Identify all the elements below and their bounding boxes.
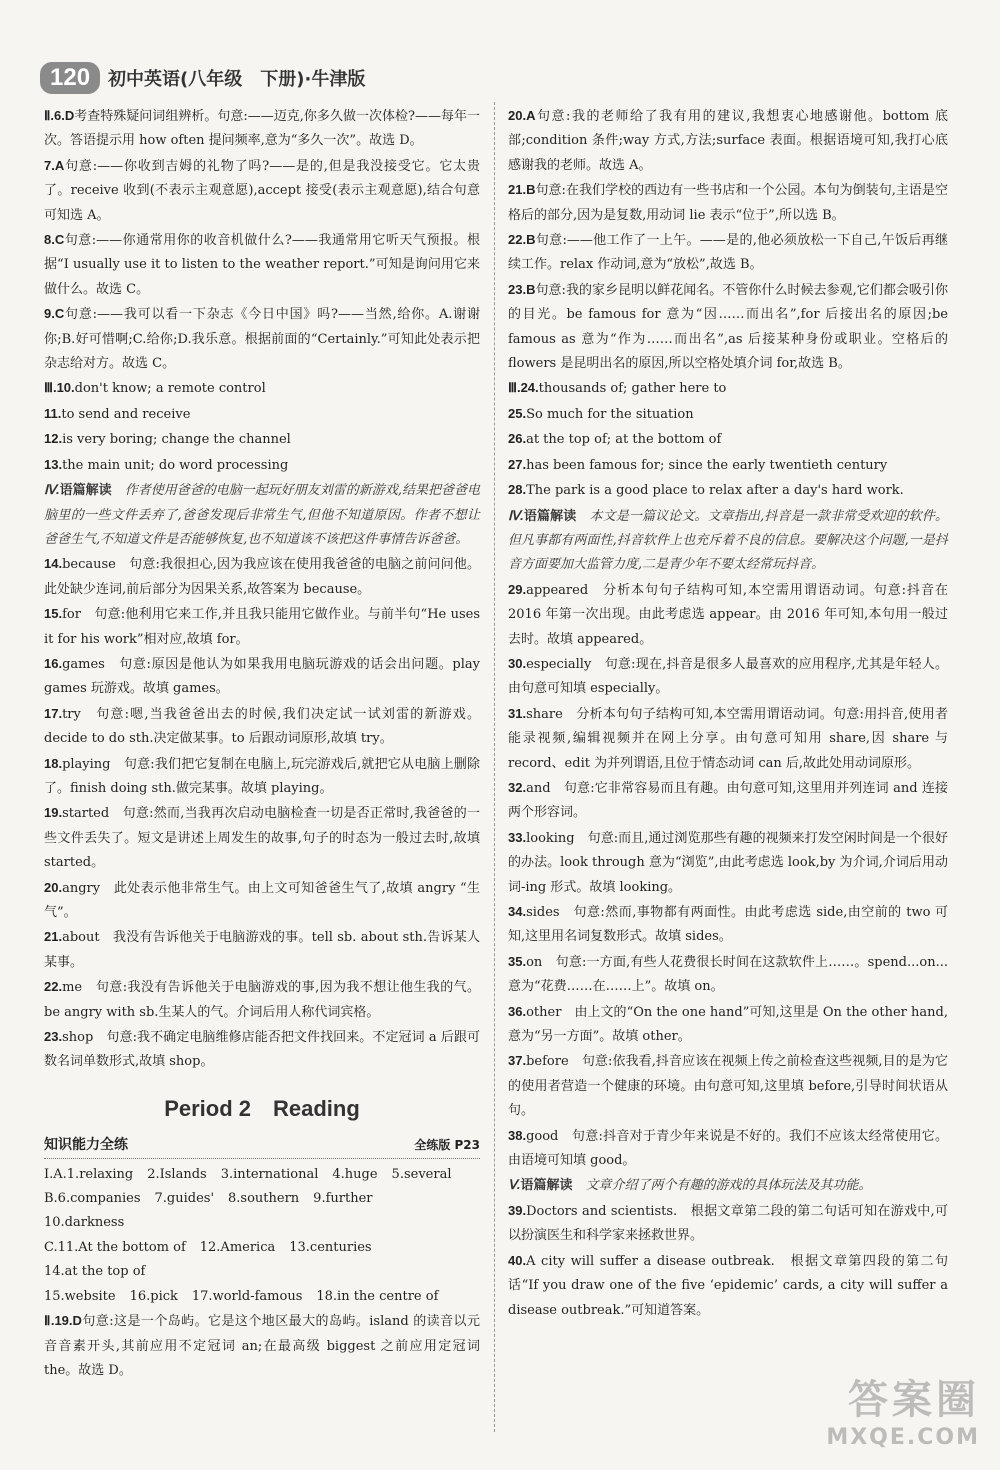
answer-number: 26. xyxy=(508,431,527,447)
answer-item: 13.centuries xyxy=(289,1239,372,1255)
answer-entry xyxy=(508,402,948,427)
answer-item: C.11.At the bottom of xyxy=(44,1239,186,1255)
answer-entry xyxy=(44,876,480,926)
answer-text: 句意:——你通常用你的收音机做什么?——我通常用它听天气预报。根据“I usually use it to listen to the weather report.”可知是询问用它来做什么。故选 C。 xyxy=(44,233,480,297)
answer-text: is very boring; change the channel xyxy=(62,432,291,448)
section-header xyxy=(44,1133,480,1158)
answer-entry xyxy=(44,1309,480,1383)
answer-number: 19. xyxy=(44,805,63,821)
answer-text: on 句意:一方面,有些人花费很长时间在这款软件上……。spend...on...意为“花费……在……上”。故填 on。 xyxy=(508,954,948,995)
answer-number: 12. xyxy=(44,431,63,447)
answer-number: 34. xyxy=(508,904,527,919)
answer-number: 16. xyxy=(44,655,63,671)
answer-number: 25. xyxy=(508,405,527,421)
answer-text: other 由上文的“On the one hand”可知,这里是 On the other hand,意为“另一方面”。故填 other。 xyxy=(508,1004,948,1045)
answer-entry xyxy=(508,376,948,401)
analysis-tag: 语篇解读 xyxy=(523,508,577,524)
answer-text: for 句意:他利用它来工作,并且我只能用它做作业。与前半句“He uses it for his work”相对应,故填 for。 xyxy=(44,607,480,647)
answer-text: 文章介绍了两个有趣的游戏的具体玩法及其功能。 xyxy=(585,1178,872,1194)
answer-number: 40. xyxy=(508,1252,527,1268)
book-title: 初中英语(八年级 下册)·牛津版 xyxy=(108,69,366,90)
watermark-url: MXQE.COM xyxy=(826,1425,980,1450)
period-title: Period 2 Reading xyxy=(164,1095,360,1121)
answer-item: 12.America xyxy=(199,1239,276,1255)
answer-number: 9.C xyxy=(44,306,65,322)
answer-entry xyxy=(508,427,948,452)
answer-entry xyxy=(508,1199,948,1249)
answer-number: 39. xyxy=(508,1202,527,1218)
section-name: 知识能力全练 xyxy=(44,1137,128,1154)
answer-number: 23.B xyxy=(508,281,536,297)
answer-entry xyxy=(508,652,948,702)
answer-item: 5.several xyxy=(391,1166,452,1182)
passage-analysis xyxy=(44,478,480,552)
answer-number: 20.A xyxy=(508,108,536,123)
answer-text: appeared 分析本句句子结构可知,本空需用谓语动词。句意:抖音在 2016 年第一次出现。由此考虑选 appear。由 2016 年可知,本句用一般过去时。故填 appeared。 xyxy=(508,582,948,647)
answer-number: Ⅱ.6.D xyxy=(44,108,75,123)
answer-text: 句意:——他工作了一上午。——是的,他必须放松一下自己,午饭后再继续工作。relax 作动词,意为“放松”,故选 B。 xyxy=(508,233,948,273)
page-header xyxy=(40,58,365,98)
answer-number: 33. xyxy=(508,829,527,845)
answer-entry xyxy=(508,1000,948,1050)
page-number: 120 xyxy=(40,62,100,94)
answer-text: me 句意:我没有告诉他关于电脑游戏的事,因为我不想让他生我的气。be angry with sb.生某人的气。介词后用人称代词宾格。 xyxy=(44,980,480,1020)
answer-number: 30. xyxy=(508,655,527,671)
answer-text: don't know; a remote control xyxy=(74,381,266,397)
answer-number: 7.A xyxy=(44,157,65,173)
answer-text: because 句意:我很担心,因为我应该在使用我爸爸的电脑之前问问他。此处缺少连词,前后部分为因果关系,故答案为 because。 xyxy=(44,557,480,597)
answer-entry xyxy=(44,402,480,427)
answer-item: 4.huge xyxy=(332,1166,378,1182)
answer-text: thousands of; gather here to xyxy=(538,381,727,397)
answer-number: 23. xyxy=(44,1029,63,1045)
answer-entry xyxy=(44,453,480,478)
answer-number: 31. xyxy=(508,705,527,721)
answer-number: 15. xyxy=(44,606,63,622)
answer-text: 作者使用爸爸的电脑一起玩好朋友刘雷的新游戏,结果把爸爸电脑里的一些文件丢弃了,爸爸发现后非常生气,但他不知道原因。作者不想让爸爸生气,不知道文件是否能够恢复,也不知道该不该把这件事情告诉爸爸。 xyxy=(44,483,480,547)
right-column xyxy=(508,104,948,1323)
answer-number: 22.B xyxy=(508,232,536,248)
answer-entry xyxy=(44,154,480,228)
answer-text: 本文是一篇议论文。文章指出,抖音是一款非常受欢迎的软件。但凡事都有两面性,抖音软件上也充斥着不良的信息。要解决这个问题,一是抖音方面要加大监管力度,二是青少年不要太经常玩抖音。 xyxy=(508,508,948,573)
answer-entry xyxy=(44,975,480,1025)
answer-text: 句意:在我们学校的西边有一些书店和一个公园。本句为倒装句,主语是空格后的部分,因为是复数,用动词 lie 表示“位于”,所以选 B。 xyxy=(508,183,948,223)
answer-entry xyxy=(44,1025,480,1075)
passage-analysis xyxy=(508,1173,948,1198)
passage-analysis xyxy=(508,504,948,578)
answer-entry xyxy=(44,925,480,975)
answer-text: about 我没有告诉他关于电脑游戏的事。tell sb. about sth.告诉某人某事。 xyxy=(44,930,480,970)
answer-entry xyxy=(508,826,948,900)
answer-number: 36. xyxy=(508,1003,527,1019)
answer-entry xyxy=(508,900,948,950)
answer-text: before 句意:依我看,抖音应该在视频上传之前检查这些视频,目的是为它的使用者营造一个健康的环境。由句意可知,这里填 before,引导时间状语从句。 xyxy=(508,1054,948,1119)
answer-text: 句意:我的家乡昆明以鲜花闻名。不管你什么时候去参观,它们都会吸引你的目光。be famous for 意为“因……而出名”,for 后接出名的原因;be famous as 意为“作为……而出名”,as 后接某种身份或职业。空格后的 flowers 是昆明出名的原因,所以空格处填介词 for,故选 B。 xyxy=(508,282,948,372)
answer-number: Ⅲ.10. xyxy=(44,380,75,396)
answer-number: Ⅳ. xyxy=(44,482,60,498)
answer-text: started 句意:然而,当我再次启动电脑检查一切是否正常时,我爸爸的一些文件丢失了。短文是讲述上周发生的故事,句子的时态为一般过去时,故填 started。 xyxy=(44,806,480,871)
answer-entry xyxy=(508,950,948,1000)
answer-number: Ⅴ. xyxy=(508,1177,521,1193)
answer-item: 8.southern xyxy=(228,1191,300,1207)
answer-entry xyxy=(508,178,948,228)
answer-item: 15.website xyxy=(44,1288,116,1304)
answer-row xyxy=(44,1163,480,1187)
answer-entry xyxy=(44,427,480,452)
answer-number: 28. xyxy=(508,482,527,498)
answer-number: Ⅳ. xyxy=(508,507,524,523)
answer-item: 2.Islands xyxy=(147,1166,207,1182)
answer-text: and 句意:它非常容易而且有趣。由句意可知,这里用并列连词 and 连接两个形容词。 xyxy=(508,780,948,821)
answer-entry xyxy=(44,652,480,702)
answer-entry xyxy=(508,453,948,478)
analysis-tag: 语篇解读 xyxy=(520,1178,573,1194)
answer-entry xyxy=(44,376,480,401)
answer-row xyxy=(44,1285,480,1309)
answer-number: 11. xyxy=(44,405,62,421)
answer-entry xyxy=(44,552,480,602)
answer-text: at the top of; at the bottom of xyxy=(526,432,722,448)
watermark-logo: 答案圈 xyxy=(848,1377,980,1423)
answer-text: angry 此处表示他非常生气。由上文可知爸爸生气了,故填 angry “生气”。 xyxy=(44,880,480,920)
column-divider xyxy=(494,102,495,1432)
answer-entry xyxy=(44,801,480,875)
answer-entry xyxy=(44,602,480,652)
answer-entry xyxy=(508,776,948,826)
answer-text: A city will suffer a disease outbreak. 根据文章第四段的第二句话“If you draw one of the five ‘epidemic’ cards, a city will suffer a disease outbreak.”可知道答案。 xyxy=(508,1253,948,1318)
answer-text: games 句意:原因是他认为如果我用电脑玩游戏的话会出问题。play games 玩游戏。故填 games。 xyxy=(44,656,480,697)
answer-text: share 分析本句句子结构可知,本空需用谓语动词。句意:用抖音,使用者能录视频,编辑视频并在网上分享。由句意可知用 share,因 share 与 record、edit 为并列谓语,且位于情态动词 can 后,故此处用动词原形。 xyxy=(508,706,948,771)
section-page-ref: 全练版 P23 xyxy=(414,1138,480,1153)
answer-row xyxy=(44,1236,480,1285)
answer-entry xyxy=(44,228,480,302)
answer-text: 句意:——我可以看一下杂志《今日中国》吗?——当然,给你。A.谢谢你;B.好可惜啊;C.给你;D.我乐意。根据前面的“Certainly.”可知此处表示把杂志给对方。故选 C。 xyxy=(44,307,480,372)
answer-entry xyxy=(508,478,948,503)
answer-item: B.6.companies xyxy=(44,1191,141,1207)
answer-number: 32. xyxy=(508,779,527,795)
answer-text: 考查特殊疑问词组辨析。句意:——迈克,你多久做一次体检?——每年一次。答语提示用 how often 提问频率,意为“多久一次”。故选 D。 xyxy=(44,109,480,149)
answer-entry xyxy=(508,1249,948,1323)
answer-number: 20. xyxy=(44,879,63,895)
answer-item: 7.guides' xyxy=(154,1191,215,1207)
answer-number: Ⅲ.24. xyxy=(508,380,539,396)
answer-entry xyxy=(508,1124,948,1174)
answer-text: looking 句意:而且,通过浏览那些有趣的视频来打发空闲时间是一个很好的办法。look through 意为“浏览”,由此考虑选 look,by 为介词,介词后用动词-ing 形式。故填 looking。 xyxy=(508,830,948,895)
answer-text: 句意:我的老师给了我有用的建议,我想衷心地感谢他。bottom 底部;condition 条件;way 方式,方法;surface 表面。根据语境可知,我打心底感谢我的老师。故选 A。 xyxy=(508,109,948,173)
answer-row xyxy=(44,1187,480,1236)
answer-number: 37. xyxy=(508,1053,527,1069)
answer-number: 8.C xyxy=(44,232,65,248)
answer-text: has been famous for; since the early twentieth century xyxy=(526,457,888,473)
answer-text: try 句意:嗯,当我爸爸出去的时候,我们决定试一试刘雷的新游戏。decide to do sth.决定做某事。to 后跟动词原形,故填 try。 xyxy=(44,706,480,747)
answer-text: 句意:——你收到吉姆的礼物了吗?——是的,但是我没接受它。它太贵了。receive 收到(不表示主观意愿),accept 接受(表示主观意愿),结合句意可知选 A。 xyxy=(44,158,480,223)
answer-text: Doctors and scientists. 根据文章第二段的第二句话可知在游戏中,可以扮演医生和科学家来拯救世界。 xyxy=(508,1203,948,1244)
answer-text: to send and receive xyxy=(61,406,191,422)
answer-number: 21.B xyxy=(508,182,536,198)
answer-text: 句意:这是一个岛屿。它是这个地区最大的岛屿。island 的读音以元音音素开头,其前应用不定冠词 an;在最高级 biggest 之前应用定冠词 the。故选 D。 xyxy=(44,1314,480,1378)
answer-number: 22. xyxy=(44,979,63,995)
answer-text: good 句意:抖音对于青少年来说是不好的。我们不应该太经常使用它。由语境可知填 good。 xyxy=(508,1128,948,1169)
answer-entry xyxy=(508,702,948,776)
answer-entry xyxy=(508,228,948,278)
analysis-tag: 语篇解读 xyxy=(59,483,112,499)
answer-item: 17.world-famous xyxy=(191,1288,303,1304)
answer-text: especially 句意:现在,抖音是很多人最喜欢的应用程序,尤其是年轻人。由句意可知填 especially。 xyxy=(508,656,948,697)
watermark xyxy=(826,1368,980,1450)
answer-item: Ⅰ.A.1.relaxing xyxy=(44,1166,134,1182)
answer-item: 18.in the centre of xyxy=(316,1288,439,1304)
answer-number: 35. xyxy=(508,953,527,969)
left-column xyxy=(44,104,480,1383)
answer-item: 14.at the top of xyxy=(44,1264,146,1280)
answer-text: sides 句意:然而,事物都有两面性。由此考虑选 side,由空前的 two 可知,这里用名词复数形式。故填 sides。 xyxy=(508,905,948,945)
answer-number: 13. xyxy=(44,456,63,472)
answer-entry xyxy=(44,752,480,802)
answer-text: playing 句意:我们把它复制在电脑上,玩完游戏后,就把它从电脑上删除了。finish doing sth.做完某事。故填 playing。 xyxy=(44,756,480,796)
answer-entry xyxy=(508,1049,948,1123)
answer-entry xyxy=(44,702,480,752)
answer-number: 29. xyxy=(508,581,527,597)
answer-item: 10.darkness xyxy=(44,1215,125,1231)
answer-text: So much for the situation xyxy=(526,406,694,422)
answer-number: 14. xyxy=(44,556,63,572)
answer-entry xyxy=(44,302,480,376)
answer-text: The park is a good place to relax after a day's hard work. xyxy=(526,483,904,499)
answer-entry xyxy=(508,278,948,377)
answer-number: Ⅱ.19.D xyxy=(44,1313,82,1329)
answer-entry xyxy=(508,578,948,652)
answer-text: shop 句意:我不确定电脑维修店能否把文件找回来。不定冠词 a 后跟可数名词单数形式,故填 shop。 xyxy=(44,1030,480,1070)
answer-number: 38. xyxy=(508,1127,527,1143)
answer-number: 21. xyxy=(44,929,63,945)
answer-item: 9.further xyxy=(313,1191,373,1207)
answer-number: 18. xyxy=(44,755,63,771)
answer-entry xyxy=(44,104,480,154)
answer-item: 16.pick xyxy=(129,1288,178,1304)
answer-text: the main unit; do word processing xyxy=(62,457,289,473)
answer-number: 27. xyxy=(508,456,527,472)
answer-item: 3.international xyxy=(220,1166,319,1182)
answer-entry xyxy=(508,104,948,178)
answer-number: 17. xyxy=(44,705,63,721)
